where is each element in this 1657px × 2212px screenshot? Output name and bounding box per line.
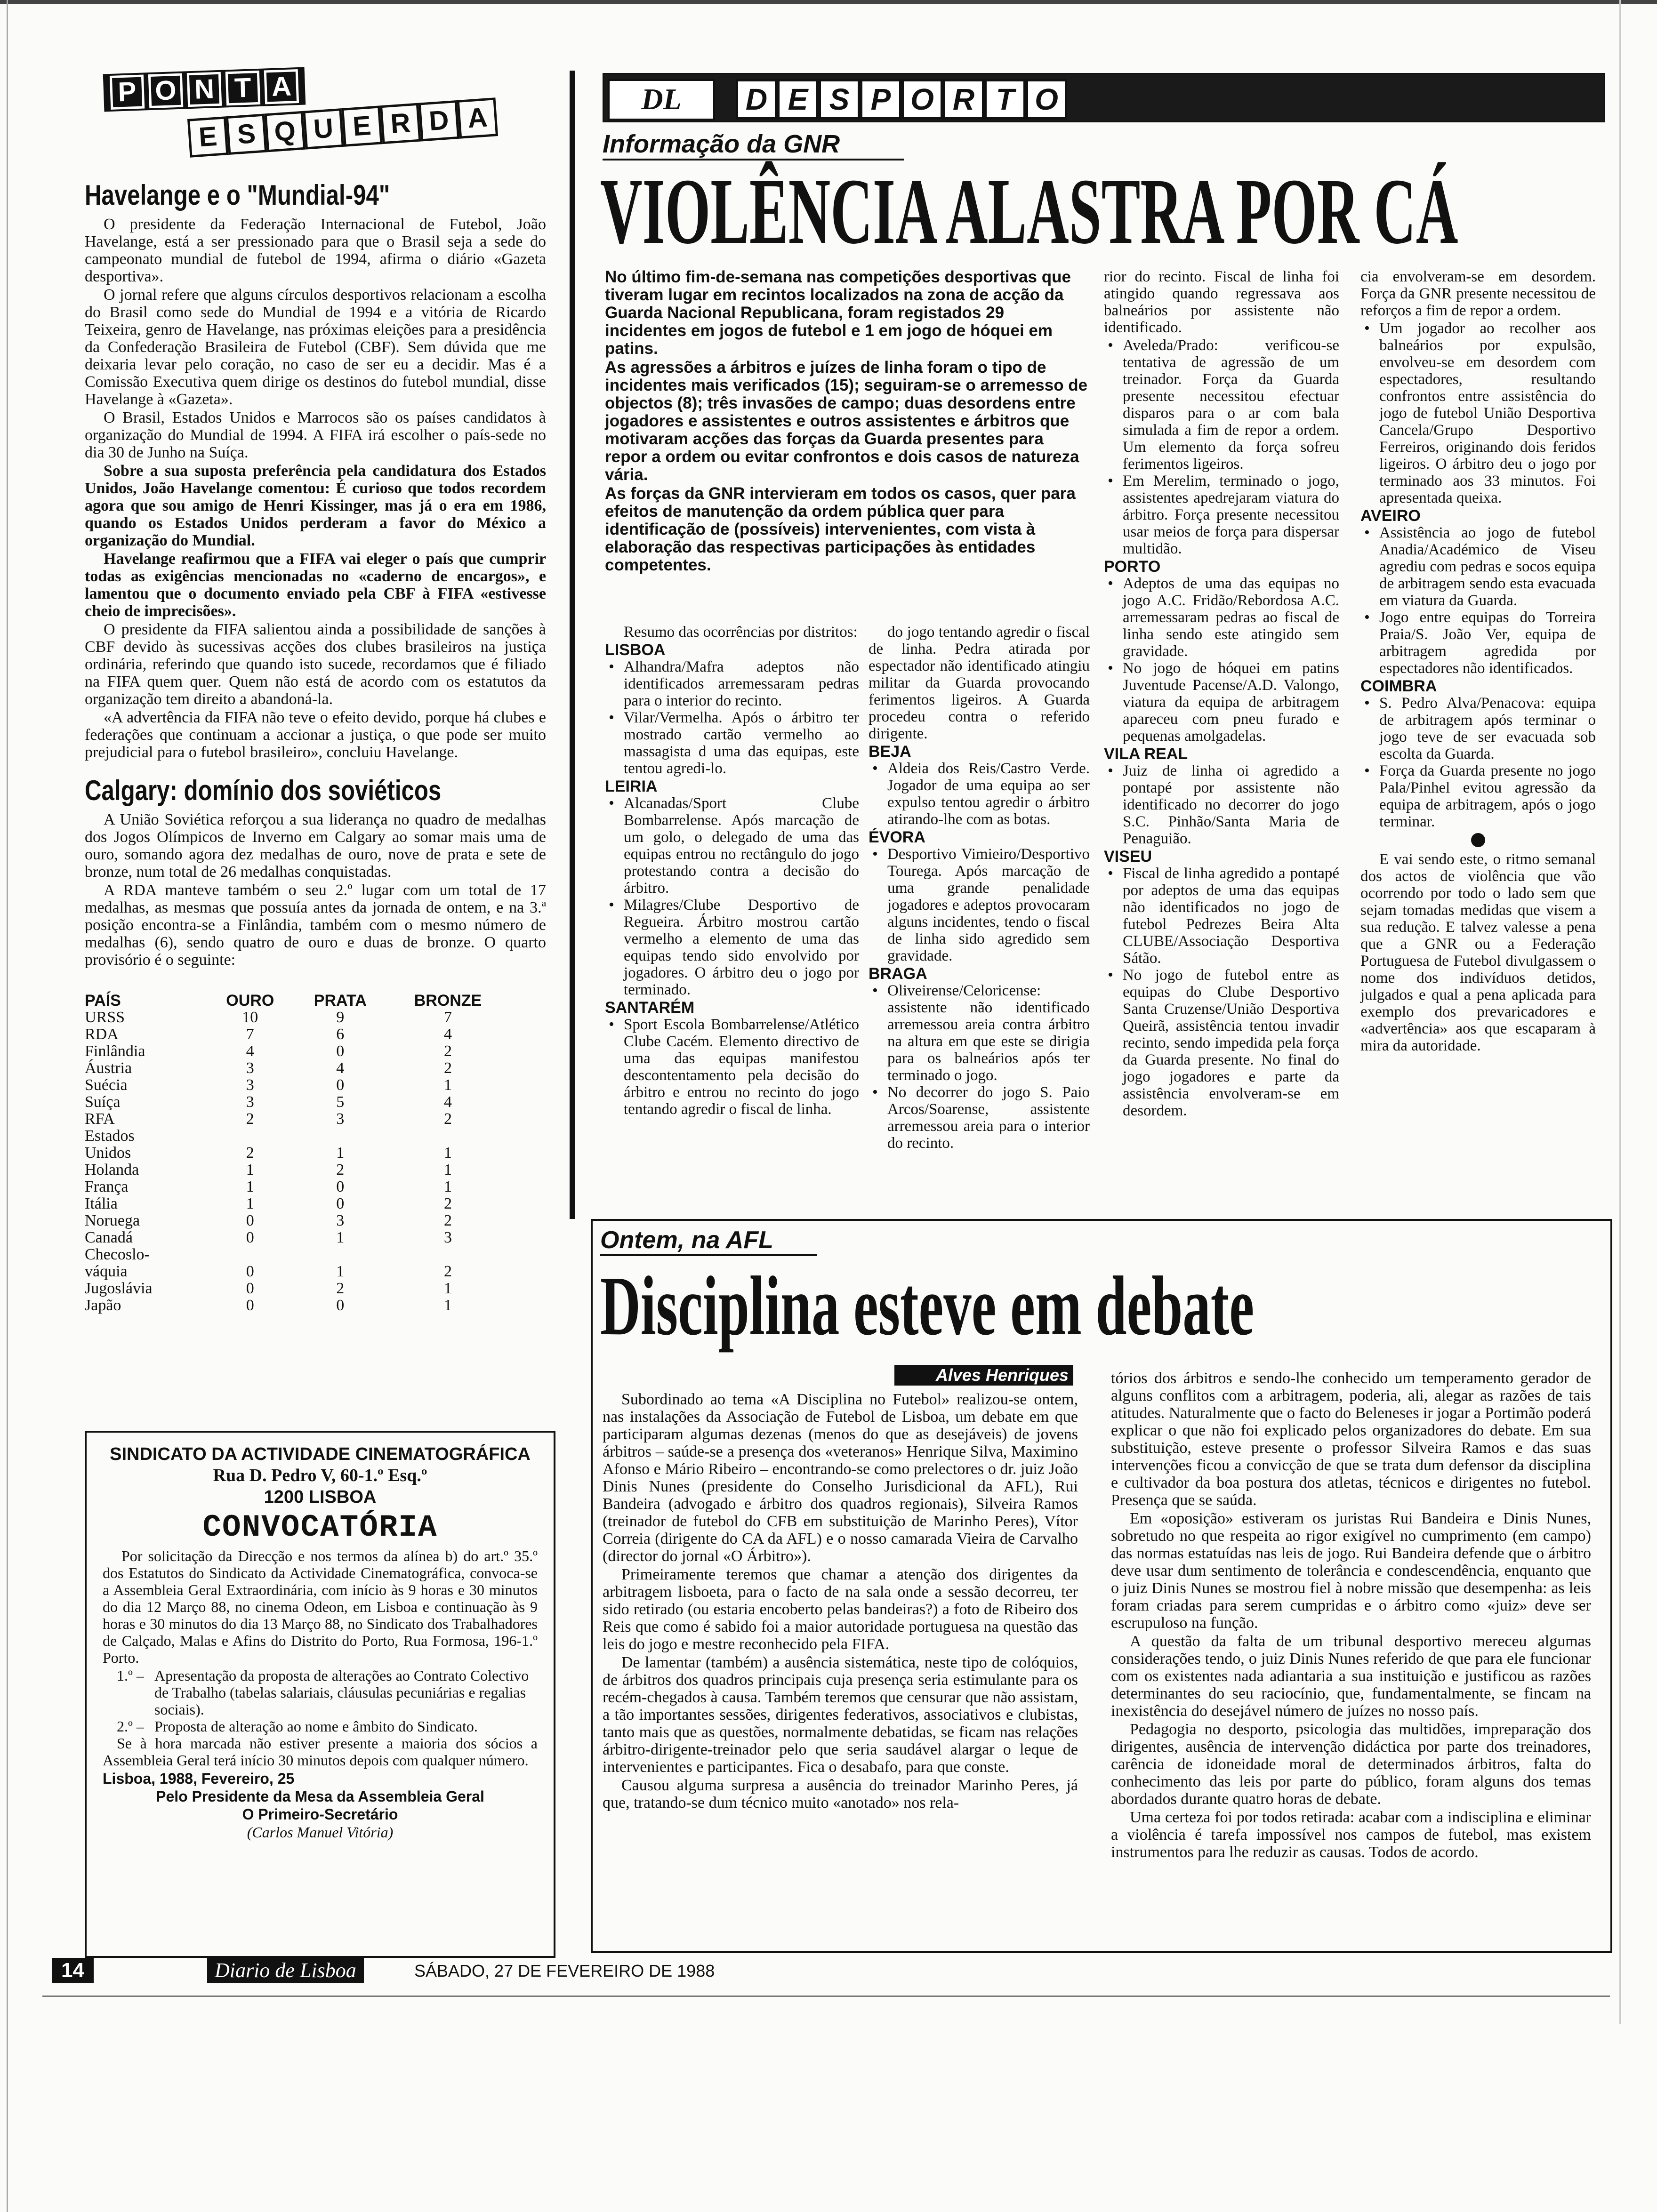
country-cell: Canadá — [85, 1229, 133, 1246]
banner-letter: D — [736, 79, 777, 120]
silver-cell: 0 — [336, 1042, 345, 1060]
district-heading: BEJA — [869, 743, 911, 761]
medal-row — [85, 1297, 508, 1314]
medal-row — [85, 1263, 508, 1280]
gnr-headline: VIOLÊNCIA ALASTRA POR CÁ — [600, 160, 1458, 264]
silver-cell: 1 — [336, 1229, 345, 1246]
incident-item: • Oliveirense/Celoricense: assistente não identificado arremessou areia contra árbitro na altura em que este se dirigia para os balneários após ter terminado o jogo. — [869, 982, 1090, 1084]
ad-address: Rua D. Pedro V, 60-1.º Esq.º — [213, 1466, 427, 1485]
gnr-lead-paragraph: As forças da GNR intervieram em todos os casos, quer para efeitos de manutenção da ordem pública quer para identificação de (possíveis) intervenientes, com vista à elaboração das respectivas participações às entidades competentes. — [605, 484, 1076, 574]
havelange-paragraph: Havelange reafirmou que a FIFA vai eleger o país que cumprir todas as exigências mencionadas no «caderno de encargos», e lamentou que o documento enviado pela CBF à FIFA «estivesse cheio de imprecisões». — [85, 550, 546, 620]
ad-date: Lisboa, 1988, Fevereiro, 25 — [103, 1770, 295, 1787]
silver-cell: 0 — [336, 1076, 345, 1094]
gnr-lead-paragraph: As agressões a árbitros e juízes de linha foram o tipo de incidentes mais verificados (15); seguiram-se o arremesso de objectos (8); três invasões de campo; duas desordens entre jogadores e assistentes e outros assistentes e árbitros que motivaram acções das forças da Guarda presentes para repor a ordem ou evitar confrontos e dois casos de natureza vária. — [605, 358, 1088, 484]
bronze-cell: 4 — [444, 1026, 452, 1043]
gnr-kicker: Informação da GNR — [603, 129, 904, 160]
afl-paragraph: A questão da falta de um tribunal desportivo mereceu algumas considerações tendo, o juiz Dinis Nunes referido de que para ele funcionar com os existentes nada adiantaria a sua instituição e justificou as razões determinantes do seu raciocínio, que, fundamentalmente, se fincam na inexistência do desejável número de juízes no nosso país. — [1111, 1633, 1591, 1720]
silver-cell: 6 — [336, 1026, 345, 1043]
afl-paragraph: De lamentar (também) a ausência sistemática, neste tipo de colóquios, de árbitros dos quadros principais cuja presença seria estimulante para os recém-chegados à causa. Também teremos que censurar que não assistam, a tão importantes sessões, dirigentes federativos, associativos e clubistas, tanto mais que as questões, normalmente debatidas, se ficam nas relações árbitro-dirigente-treinador pelo que seria saudável alargar o leque de intervenientes e participantes. Fica o desabafo, para que conste. — [603, 1654, 1078, 1776]
silver-cell — [293, 1246, 388, 1263]
country-cell: Áustria — [85, 1059, 132, 1077]
banner-letter: O — [901, 79, 943, 120]
header-gold: OURO — [226, 992, 274, 1010]
incident-list — [1360, 695, 1596, 830]
paper-name: Diario de Lisboa — [207, 1958, 364, 1983]
gold-cell: 0 — [246, 1212, 254, 1229]
ad-item-text: Proposta de alteração ao nome e âmbito do Sindicato. — [154, 1718, 478, 1735]
incident-list — [1104, 337, 1339, 557]
afl-kicker: Ontem, na AFL — [600, 1226, 817, 1256]
left-margin-line — [7, 0, 8, 2212]
ad-item — [117, 1667, 538, 1718]
medal-row — [85, 1246, 508, 1263]
havelange-paragraph: Sobre a sua suposta preferência pela candidatura dos Estados Unidos, João Havelange comentou: É curioso que todos recordem agora que sou amigo de Henri Kissinger, mas já o era em 1986, quando os Estados Unidos perderam a favor do México a organização do Mundial. — [85, 462, 546, 549]
district-heading: LEIRIA — [605, 777, 658, 795]
ponta-letter: N — [187, 72, 222, 107]
calgary-headline: Calgary: domínio dos soviéticos — [85, 775, 442, 806]
country-cell: Estados — [85, 1127, 135, 1145]
medal-row — [85, 1128, 508, 1145]
gold-cell: 0 — [246, 1297, 254, 1314]
banner-letter: O — [1026, 79, 1067, 120]
medal-table — [85, 992, 508, 1314]
gold-cell: 3 — [246, 1093, 254, 1111]
country-cell: Japão — [85, 1297, 121, 1314]
calgary-paragraph: A União Soviética reforçou a sua liderança no quadro de medalhas dos Jogos Olímpicos de Inverno em Calgary ao somar mais uma de ouro, somando agora dez medalhas de ouro, nove de prata e sete de bronze, num total de 26 medalhas conquistadas. — [85, 811, 546, 881]
ad-signoff: O Primeiro-Secretário — [242, 1806, 398, 1823]
medal-row — [85, 1077, 508, 1094]
ponta-esquerda-logo — [94, 71, 555, 165]
incident-list — [605, 658, 859, 777]
ad-item — [117, 1718, 538, 1735]
gnr-col3-list — [1104, 337, 1339, 1119]
gold-cell: 0 — [246, 1263, 254, 1280]
district-heading: AVEIRO — [1360, 507, 1421, 525]
esquerda-letter: E — [341, 105, 383, 147]
gold-cell — [207, 1246, 293, 1263]
gnr-lead-paragraph: No último fim-de-semana nas competições desportivas que tiveram lugar em recintos localizados na zona de acção da Guarda Nacional Republicana, foram registados 29 incidentes em jogos de futebol e 1 em jogo de hóquei em patins. — [605, 268, 1071, 358]
banner-letter: S — [819, 79, 860, 120]
esquerda-letter: Q — [265, 111, 306, 152]
ad-item-text: Apresentação da proposta de alterações ao Contrato Colectivo de Trabalho (tabelas salariais, cláusulas pecuniárias e regalias sociais). — [154, 1667, 529, 1718]
country-cell: Noruega — [85, 1212, 140, 1229]
afl-left-column — [603, 1391, 1078, 1812]
bronze-cell: 1 — [444, 1144, 452, 1162]
esquerda-letter: D — [418, 100, 460, 142]
incident-item: • Adeptos de uma das equipas no jogo A.C. Fridão/Rebordosa A.C. arremessaram pedras ao fiscal de linha sendo este atingido sem gravidade. — [1104, 575, 1339, 660]
banner-letter: E — [777, 79, 819, 120]
incident-item: • No jogo de hóquei em patins Juventude Pacense/A.D. Valongo, viatura da equipa de arbitragem apareceu com pneu furado e pequenas amolgadelas. — [1104, 660, 1339, 745]
gnr-resumo: Resumo das ocorrências por distritos: — [624, 624, 858, 641]
silver-cell: 2 — [336, 1280, 345, 1297]
gnr-lead — [605, 268, 1090, 575]
ad-signoff: Pelo Presidente da Mesa da Assembleia Geral — [156, 1788, 484, 1805]
banner-word — [736, 79, 1067, 120]
incident-item: • Força da Guarda presente no jogo Pala/Pinhel evitou agressão da equipa de arbitragem, após o jogo terminar. — [1360, 762, 1596, 830]
incident-item: • Aveleda/Prado: verificou-se tentativa de agressão de um treinador. Força da Guarda presente necessitou efectuar disparos para o ar com bala simulada a fim de repor a ordem. Um elemento da força sofreu ferimentos ligeiros. — [1104, 337, 1339, 473]
silver-cell: 2 — [336, 1161, 345, 1178]
district-heading: ÉVORA — [869, 828, 925, 846]
gnr-col-3 — [1104, 268, 1339, 1119]
ponta-letter: A — [264, 69, 299, 104]
incident-list — [1104, 575, 1339, 745]
right-margin-line — [1619, 0, 1621, 2024]
incident-item: • Em Merelim, terminado o jogo, assistentes apedrejaram viatura do árbitro. Força presente necessitou usar meios de força para dispersar multidão. — [1104, 473, 1339, 557]
gnr-col3-top: rior do recinto. Fiscal de linha foi atingido quando regressava aos balneários por assistente não identificado. — [1104, 268, 1339, 336]
gold-cell: 2 — [246, 1110, 254, 1128]
country-cell: França — [85, 1178, 129, 1195]
country-cell: RDA — [85, 1026, 119, 1043]
medal-row — [85, 1094, 508, 1111]
esquerda-letter: R — [380, 103, 421, 144]
silver-cell: 4 — [336, 1059, 345, 1077]
header-silver: PRATA — [314, 992, 367, 1010]
ad-note: Se à hora marcada não estiver presente a maioria dos sócios a Assembleia Geral terá início 30 minutos depois com qualquer número. — [103, 1735, 538, 1769]
top-border — [0, 0, 1657, 4]
esquerda-letter: A — [457, 97, 499, 139]
silver-cell — [293, 1128, 388, 1145]
country-cell: Suíça — [85, 1093, 121, 1111]
afl-byline: Alves Henriques — [894, 1365, 1073, 1386]
bronze-cell: 2 — [444, 1042, 452, 1060]
ponta-letter: O — [148, 73, 183, 108]
district-heading: COIMBRA — [1360, 677, 1437, 695]
silver-cell: 9 — [336, 1009, 345, 1026]
bronze-cell: 2 — [444, 1059, 452, 1077]
silver-cell: 1 — [336, 1144, 345, 1162]
havelange-paragraph: O presidente da Federação Internacional de Futebol, João Havelange, está a ser pressionado para que o Brasil seja a sede do campeonato mundial de futebol de 1994, afirma o diário «Gazeta desportiva». — [85, 216, 546, 285]
silver-cell: 0 — [336, 1297, 345, 1314]
gnr-col2-top: do jogo tentando agredir o fiscal de linha. Pedra atirada por espectador não identificado atingiu militar da Guarda provocando ferimentos ligeiros. A Guarda procedeu contra o referido dirigente. — [869, 624, 1090, 742]
incident-item: • No decorrer do jogo S. Paio Arcos/Soarense, assistente arremessou areia para o interior do recinto. — [869, 1084, 1090, 1152]
gold-cell: 0 — [246, 1229, 254, 1246]
ponta-letter: T — [225, 71, 260, 105]
bronze-cell: 2 — [444, 1195, 452, 1212]
medal-table-header — [85, 992, 508, 1009]
silver-cell: 0 — [336, 1195, 345, 1212]
left-column — [85, 179, 546, 1314]
gnr-col-2 — [869, 624, 1090, 1152]
sindicato-ad — [85, 1431, 555, 1958]
afl-paragraph: Primeiramente teremos que chamar a atenção dos dirigentes da arbitragem lisboeta, para o facto de na sala onde a sessão decorreu, ter sido retirado (ou estaria encoberto pelas bandeiras?) a foto de Ribeiro dos Reis que como é sabido foi a maior autoridade portuguesa na questão das leis do jogo e mestre reconhecido pela FIFA. — [603, 1566, 1078, 1653]
gnr-closing: E vai sendo este, o ritmo semanal dos actos de violência que vão ocorrendo por todo o lado sem que sejam tomadas medidas que visem a sua redução. E talvez valesse a pena que a GNR ou a Federação Portuguesa de Futebol divulgassem o nome dos indivíduos detidos, julgados e qual a pena aplicada para exemplo dos prevaricadores e «advertência» aos que escaparam à mira da autoridade. — [1360, 851, 1596, 1054]
incident-list — [1104, 865, 1339, 1119]
gnr-col2-list — [869, 743, 1090, 1152]
medal-row — [85, 1195, 508, 1212]
incident-list — [605, 1016, 859, 1118]
incident-item: • Alhandra/Mafra adeptos não identificados arremessaram pedras para o interior do recinto. — [605, 658, 859, 709]
bronze-cell: 4 — [444, 1093, 452, 1111]
ad-item-num: 2.º – — [117, 1718, 144, 1735]
bronze-cell: 2 — [444, 1212, 452, 1229]
district-heading: VILA REAL — [1104, 745, 1188, 763]
esquerda-letter: S — [226, 114, 267, 155]
medal-row — [85, 1162, 508, 1178]
havelange-paragraph: O Brasil, Estados Unidos e Marrocos são os países candidatos à organização do Mundial de 1994. A FIFA irá escolher o país-sede no dia 30 de Junho na Suíça. — [85, 409, 546, 461]
desporto-banner — [603, 73, 1605, 122]
medal-row — [85, 1043, 508, 1060]
gnr-col4-list — [1360, 320, 1596, 830]
afl-paragraph: Causou alguma surpresa a ausência do treinador Marinho Peres, já que, tratando-se dum técnico muito «anotado» nos rela- — [603, 1777, 1078, 1811]
incident-list — [1360, 320, 1596, 506]
gold-cell: 3 — [246, 1059, 254, 1077]
esquerda-letter: E — [187, 116, 229, 158]
header-bronze: BRONZE — [414, 992, 482, 1010]
banner-letter: T — [984, 79, 1026, 120]
district-heading: BRAGA — [869, 965, 927, 983]
medal-row — [85, 1280, 508, 1297]
issue-date: SÁBADO, 27 DE FEVEREIRO DE 1988 — [414, 1961, 715, 1980]
country-cell: Jugoslávia — [85, 1280, 153, 1297]
gold-cell: 2 — [246, 1144, 254, 1162]
incident-list — [605, 795, 859, 998]
country-cell: URSS — [85, 1009, 125, 1026]
medal-row — [85, 1178, 508, 1195]
gold-cell: 1 — [246, 1178, 254, 1195]
incident-item: • Juiz de linha oi agredido a pontapé por assistente não identificado no decorrer do jogo S.C. Pinhão/Santa Maria de Penaguião. — [1104, 762, 1339, 847]
banner-letter: R — [943, 79, 984, 120]
havelange-paragraph: O jornal refere que alguns círculos desportivos relacionam a escolha do Brasil como sede do Mundial de 1994 e a vitória de Ricardo Teixeira, genro de Havelange, nas próximas eleições para a presidência da Confederação Brasileira de Futebol (CBF). Sem dúvida que me deixaria levar pelo coração, no caso de ser eu a decidir. Mas é a Comissão Executiva quem dirige os destinos do futebol mundial, disse Havelange à «Gazeta». — [85, 286, 546, 408]
ponta-word — [103, 67, 306, 112]
incident-item: • Sport Escola Bombarrelense/Atlético Clube Cacém. Elemento directivo de uma das equipas manifestou descontentamento pela decisão do árbitro e entrou no recinto do jogo tentando agredir o fiscal de linha. — [605, 1016, 859, 1118]
gold-cell: 7 — [246, 1026, 254, 1043]
country-cell: váquia — [85, 1263, 128, 1280]
incident-item: • S. Pedro Alva/Penacova: equipa de arbitragem após terminar o jogo teve de ser evacuada sob escolta da Guarda. — [1360, 695, 1596, 762]
country-cell: Holanda — [85, 1161, 139, 1178]
ad-city: 1200 LISBOA — [264, 1487, 377, 1507]
afl-paragraph: tórios dos árbitros e sendo-lhe conhecido um temperamento gerador de alguns conflitos com a arbitragem, poderia, ali, alegar as razões de tais atitudes. Naturalmente que o facto do Beleneses ir jogar a Portimão poderá explicar o que não foi explicado pelos organizadores do debate. Em sua substituição, esteve presente o professor Silveira Ramos e das suas intervenções ficou a convicção de que se trata dum defensor da disciplina e cultivador da boa postura dos atletas, técnicos e dirigentes no futebol. Presença que se saúda. — [1111, 1370, 1591, 1509]
bronze-cell — [387, 1246, 508, 1263]
gnr-col-1 — [605, 624, 859, 1118]
ad-item-num: 1.º – — [117, 1667, 144, 1684]
incident-list — [1104, 762, 1339, 847]
bronze-cell: 1 — [444, 1178, 452, 1195]
country-cell: Finlândia — [85, 1042, 145, 1060]
havelange-paragraph: O presidente da FIFA salientou ainda a possibilidade de sanções à CBF devido às sucessivas acções dos clubes brasileiros na justiça ordinária, referindo que quando isto sucede, recordamos que é filiado na FIFA quem quer. Quem não está de acordo com os estatutos da organização tem direito a abandoná-la. — [85, 621, 546, 708]
gnr-col-4 — [1360, 268, 1596, 1055]
havelange-paragraph: «A advertência da FIFA não teve o efeito devido, porque há clubes e federações que continuam a accionar a justiça, o que pode ser muito prejudicial para o futebol brasileiro», concluiu Havelange. — [85, 709, 546, 761]
bronze-cell: 3 — [444, 1229, 452, 1246]
bronze-cell: 2 — [444, 1263, 452, 1280]
silver-cell: 5 — [336, 1093, 345, 1111]
gold-cell: 0 — [246, 1280, 254, 1297]
incident-item: • Alcanadas/Sport Clube Bombarrelense. Após marcação de um golo, o delegado de uma das equipas entrou no rectângulo do jogo protestando contra a decisão do árbitro. — [605, 795, 859, 897]
section-dot — [1471, 833, 1485, 847]
gnr-col4-top: cia envolveram-se em desordem. Força da GNR presente necessitou de reforços a fim de repor a ordem. — [1360, 268, 1596, 319]
incident-item: • Aldeia dos Reis/Castro Verde. Jogador de uma equipa ao ser expulso tentou agredir o árbitro atirando-lhe com as botas. — [869, 760, 1090, 828]
silver-cell: 0 — [336, 1178, 345, 1195]
footer — [52, 1958, 1464, 1986]
medal-row — [85, 1145, 508, 1162]
bronze-cell: 1 — [444, 1297, 452, 1314]
incident-list — [869, 760, 1090, 828]
incident-list — [869, 982, 1090, 1152]
havelange-headline: Havelange e o "Mundial-94" — [85, 179, 390, 211]
medal-row — [85, 1009, 508, 1026]
district-heading: VISEU — [1104, 848, 1152, 866]
country-cell: Unidos — [85, 1144, 131, 1162]
gold-cell: 1 — [246, 1161, 254, 1178]
silver-cell: 1 — [336, 1263, 345, 1280]
bronze-cell: 1 — [444, 1161, 452, 1178]
district-heading: PORTO — [1104, 558, 1161, 576]
afl-right-column — [1111, 1370, 1591, 1862]
district-heading: SANTARÉM — [605, 999, 695, 1017]
gold-cell: 10 — [242, 1009, 258, 1026]
country-cell: Checoslo- — [85, 1246, 150, 1263]
header-country: PAÍS — [85, 992, 121, 1010]
afl-paragraph: Subordinado ao tema «A Disciplina no Futebol» realizou-se ontem, nas instalações da Associação de Futebol de Lisboa, um debate em que participaram algumas dezenas (menos do que as desejáveis) de jovens árbitros – saúde-se a presença dos «veteranos» Henrique Silva, Maximino Afonso e Mário Ribeiro – encontrando-se como prelectores o dr. juiz João Dinis Nunes (presidente do Conselho Jurisdicional da AFL), Rui Bandeira (advogado e árbitro dos quadros regionais), Silveira Ramos (treinador de futebol do CFB em substituição de Marinho Peres), Vítor Correia (dirigente do CA da AFL) e o nosso camarada Vieira de Carvalho (director do jornal «O Árbitro»). — [603, 1391, 1078, 1565]
incident-item: • Fiscal de linha agredido a pontapé por adeptos de uma das equipas não identificados no jogo de futebol Pedrezes Beira Alta CLUBE/Associação Desportiva Sátão. — [1104, 865, 1339, 967]
gnr-col1-list — [605, 641, 859, 1118]
incident-item: • Um jogador ao recolher aos balneários por expulsão, envolveu-se em desordem com espectadores, resultando confrontos entre assistência do jogo de futebol União Desportiva Cancela/Grupo Desportivo Ferreiros, originando dois feridos ligeiros. O árbitro deu o jogo por terminado aos 33 minutos. Foi apresentada queixa. — [1360, 320, 1596, 506]
calgary-paragraph: A RDA manteve também o seu 2.º lugar com um total de 17 medalhas, as mesmas que possuía antes da jornada de ontem, e na 3.ª posição encontra-se a Finlândia, também com o mesmo número de medalhas (6), sendo quatro de ouro e duas de bronze. O quarto provisório é o seguinte: — [85, 882, 546, 969]
bronze-cell: 2 — [444, 1110, 452, 1128]
medal-row — [85, 1111, 508, 1128]
country-cell: RFA — [85, 1110, 115, 1128]
incident-item: • Assistência ao jogo de futebol Anadia/Académico de Viseu agrediu com pedras e socos equipa de arbitragem sendo esta evacuada em viatura da Guarda. — [1360, 524, 1596, 609]
medal-row — [85, 1060, 508, 1077]
medal-row — [85, 1212, 508, 1229]
country-cell: Suécia — [85, 1076, 128, 1094]
bronze-cell: 1 — [444, 1076, 452, 1094]
incident-item: • Desportivo Vimieiro/Desportivo Tourega. Após marcação de uma grande penalidade jogadores e adeptos provocaram alguns incidentes, tendo o fiscal de linha sido agredido sem gravidade. — [869, 846, 1090, 964]
ponta-letter: P — [110, 74, 145, 109]
ad-title: CONVOCATÓRIA — [202, 1510, 438, 1545]
bronze-cell: 7 — [444, 1009, 452, 1026]
gold-cell: 4 — [246, 1042, 254, 1060]
gold-cell — [207, 1128, 293, 1145]
column-divider — [570, 71, 575, 1219]
ad-signoff: (Carlos Manuel Vitória) — [247, 1824, 394, 1841]
incident-item: • Vilar/Vermelha. Após o árbitro ter mostrado cartão vermelho ao massagista d uma das equipas, este tentou agredi-lo. — [605, 709, 859, 777]
medal-row — [85, 1026, 508, 1043]
esquerda-letter: U — [303, 108, 344, 150]
silver-cell: 3 — [336, 1212, 345, 1229]
afl-paragraph: Em «oposição» estiveram os juristas Rui Bandeira e Dinis Nunes, sobretudo no que respeita ao rigor exigível no cumprimento (em campo) das normas estatuídas nas leis de jogo. Rui Bandeira defende que o árbitro deve usar dum sentimento de tolerância e condescendência, enquanto que o juiz Dinis Nunes se mostrou fiel à nobre missão que desempenha: as leis foram criadas para serem cumpridas e o árbitro como «juiz» deve ser escrupuloso na função. — [1111, 1510, 1591, 1632]
incident-list — [869, 846, 1090, 964]
bronze-cell: 1 — [444, 1280, 452, 1297]
afl-paragraph: Pedagogia no desporto, psicologia das multidões, impreparação dos dirigentes, ausência de intervenção didáctica por parte dos treinadores, carência de idoneidade moral de determinados árbitros, falta do conhecimento das leis por parte do público, foram alguns dos temas abordados durante quatro horas de debate. — [1111, 1721, 1591, 1808]
banner-letter: P — [860, 79, 901, 120]
ad-org: SINDICATO DA ACTIVIDADE CINEMATOGRÁFICA — [110, 1444, 531, 1464]
afl-paragraph: Uma certeza foi por todos retirada: acabar com a indisciplina e eliminar a violência é tarefa impossível nos campos de futebol, mas existem instrumentos para lhe reduzir as causas. Todos de acordo. — [1111, 1809, 1591, 1861]
incident-list — [1360, 524, 1596, 677]
incident-item: • No jogo de futebol entre as equipas do Clube Desportivo Santa Cruzense/União Desportiva Queirã, assistência tentou invadir recinto, sendo impedida pela força da Guarda presente. No final do jogo jogadores e parte da assistência envolveram-se em desordem. — [1104, 967, 1339, 1119]
page-number: 14 — [52, 1958, 94, 1983]
incident-item: • Milagres/Clube Desportivo de Regueira. Árbitro mostrou cartão vermelho a elemento de uma das equipas tendo sido envolvido por jogadores. O árbitro deu o jogo por terminado. — [605, 897, 859, 998]
gold-cell: 3 — [246, 1076, 254, 1094]
ad-body: Por solicitação da Direcção e nos termos da alínea b) do art.º 35.º dos Estatutos do Sindicato da Actividade Cinematográfica, convoca-se a Assembleia Geral Extraordinária, com início às 9 horas e 30 minutos do dia 12 Março 88, no cinema Odeon, em Lisboa e continuação às 9 horas e 30 minutos do dia 13 Março 88, no Sindicato dos Trabalhadores de Calçado, Malas e Afins do Distrito do Porto, Rua Formosa, 196-1.º Porto. — [103, 1547, 538, 1666]
gold-cell: 1 — [246, 1195, 254, 1212]
afl-headline: Disciplina esteve em debate — [600, 1259, 1255, 1353]
incident-item: • Jogo entre equipas do Torreira Praia/S. João Ver, equipa de arbitragem agredida por espectadores não identificados. — [1360, 609, 1596, 677]
country-cell: Itália — [85, 1195, 118, 1212]
silver-cell: 3 — [336, 1110, 345, 1128]
district-heading: LISBOA — [605, 641, 666, 659]
footer-rule — [42, 1996, 1610, 1997]
bronze-cell — [387, 1128, 508, 1145]
banner-logo: DL — [608, 79, 715, 120]
medal-row — [85, 1229, 508, 1246]
